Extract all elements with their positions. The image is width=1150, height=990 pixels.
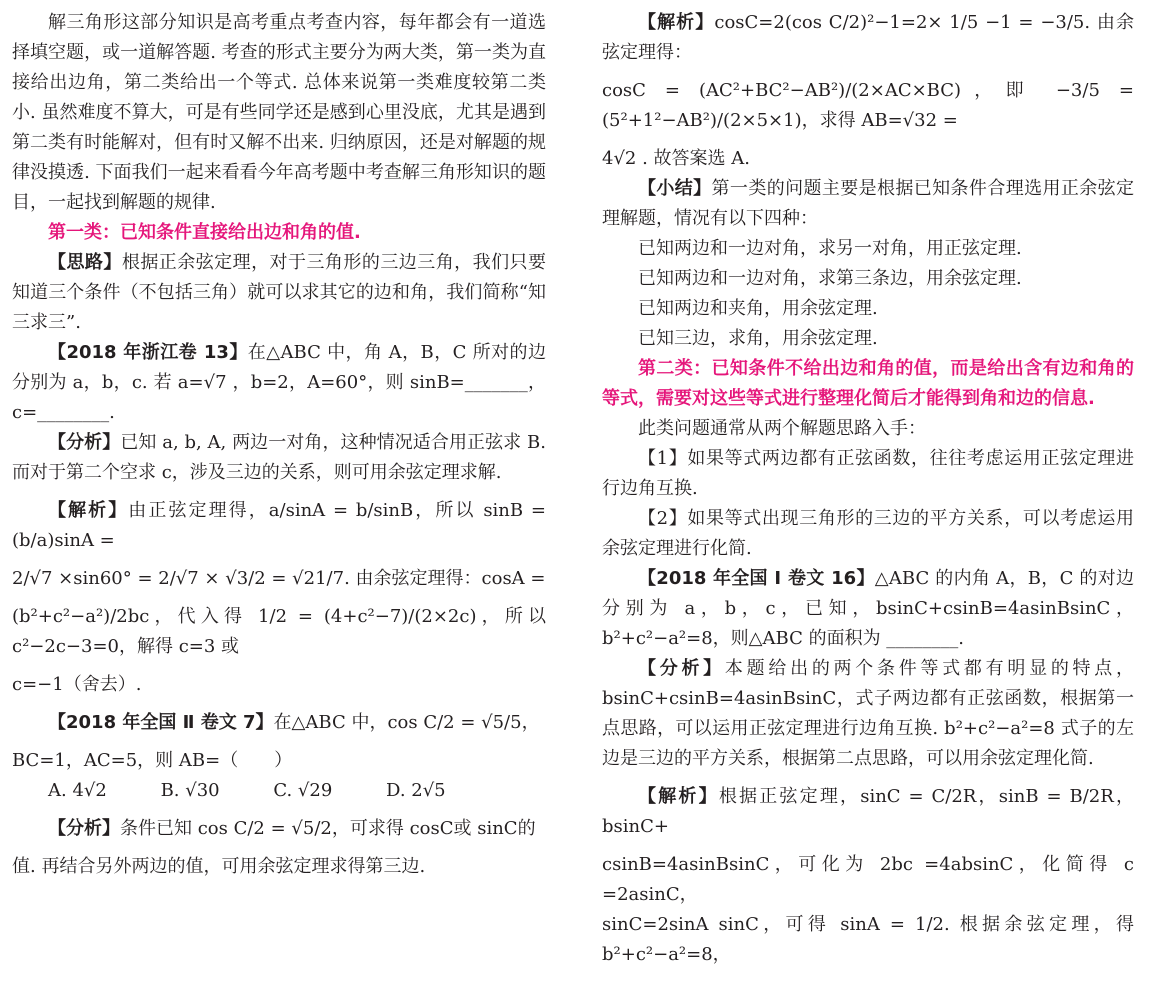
- example3-text: △ABC 的内角 A，B，C 的对边分别为 a，b，c，已知，bsinC+csinB=4asinBsinC，b²+c²−a²=8，则△ABC 的面积为 ________.: [602, 568, 1134, 649]
- example2-line2: BC=1，AC=5，则 AB=（ ）: [12, 750, 293, 771]
- choice-d: D. 2√5: [386, 780, 446, 801]
- solution3-block: [602, 782, 1134, 970]
- silu-paragraph: [12, 248, 546, 338]
- case-item: 已知两边和一边对角，求第三条边，用余弦定理.: [638, 268, 1022, 289]
- section2-heading: 第二类：已知条件不给出边和角的值，而是给出含有边和角的等式，需要对这些等式进行整理化简后才能得到角和边的信息.: [602, 358, 1134, 409]
- summary-text: 第一类的问题主要是根据已知条件合理选用正余弦定理解题，情况有以下四种：: [602, 178, 1135, 229]
- approach2-label: 【2】: [638, 508, 688, 529]
- case-item: 已知两边和夹角，用余弦定理.: [638, 298, 878, 319]
- section1-heading: 第一类：已知条件直接给出边和角的值.: [48, 222, 361, 243]
- choice-b: B. √30: [160, 780, 220, 801]
- choice-a: A. 4√2: [48, 780, 107, 801]
- analysis3-text: 本题给出的两个条件等式都有明显的特点，bsinC+csinB=4asinBsinC，式子两边都有正弦函数，根据第一点思路，可以运用正弦定理进行边角互换. b²+c²−a²=8 式子的左边是三边的平方关系，根据第二点思路，可以用余弦定理化简.: [602, 658, 1135, 769]
- example2-line1: [12, 708, 546, 738]
- analysis2-block: [12, 814, 546, 882]
- solution3-line3: sinC=2sinA sinC，可得 sinA = 1/2. 根据余弦定理，得b²+c²−a²=8，: [602, 914, 1134, 965]
- analysis1-label: 【分析】: [48, 432, 121, 453]
- analysis3-paragraph: [602, 654, 1134, 774]
- solution1-line2: 2/√7 ×sin60° = 2/√7 × √3/2 = √21/7. 由余弦定理得：cosA =: [12, 568, 546, 589]
- summary-label: 【小结】: [638, 178, 712, 199]
- right-column: [602, 8, 1134, 970]
- solution1-line3: (b²+c²−a²)/2bc，代入得 1/2 = (4+c²−7)/(2×2c)，所以 c²−2c−3=0，解得 c=3 或: [12, 606, 546, 657]
- solution2-block: [602, 8, 1134, 174]
- intro-paragraph: 解三角形这部分知识是高考重点考查内容，每年都会有一道选择填空题，或一道解答题. 考查的形式主要分为两大类，第一类为直接给出边角，第二类给出一个等式. 总体来说第一类难度较第二类小. 虽然难度不算大，可是有些同学还是感到心里没底，尤其是遇到第二类有时能解对，但有时又解不出来. 归纳原因，还是对解题的规律没摸透. 下面我们一起来看看今年高考题中考查解三角形知识的题目，一起找到解题的规律.: [12, 12, 546, 213]
- example1-text: 在△ABC 中，角 A，B，C 所对的边分别为 a，b，c. 若 a=√7 ，b=2，A=60°，则 sinB=_______，c=________.: [12, 342, 546, 423]
- solution3-label: 【解析】: [638, 786, 719, 807]
- example2-label: 【2018 年全国 Ⅱ 卷文 7】: [48, 712, 274, 733]
- solution3-line1-text: 根据正弦定理，sinC = C/2R，sinB = B/2R，bsinC+: [602, 786, 1134, 837]
- choice-c: C. √29: [273, 780, 333, 801]
- solution1-block: [12, 496, 546, 700]
- left-column: [12, 8, 546, 882]
- example1-label: 【2018 年浙江卷 13】: [48, 342, 248, 363]
- solution3-line2: csinB=4asinBsinC，可化为 2bc =4absinC，化简得 c =2asinC，: [602, 854, 1134, 905]
- approach1-text: 如果等式两边都有正弦函数，往往考虑运用正弦定理进行边角互换.: [602, 448, 1135, 499]
- analysis2-line1-text: 条件已知 cos C/2 = √5/2，可求得 cosC或 sinC的: [120, 818, 536, 839]
- example3-label: 【2018 年全国 Ⅰ 卷文 16】: [638, 568, 875, 589]
- example2-line1-text: 在△ABC 中，cos C/2 = √5/5，: [273, 712, 540, 733]
- approach1-label: 【1】: [638, 448, 688, 469]
- approach-intro: 此类问题通常从两个解题思路入手：: [638, 418, 926, 439]
- analysis1-text: 已知 a, b, A, 两边一对角，这种情况适合用正弦求 B. 而对于第二个空求 c，涉及三边的关系，则可用余弦定理求解.: [12, 432, 547, 483]
- solution2-line2: cosC = (AC²+BC²−AB²)/(2×AC×BC)，即 −3/5 = (5²+1²−AB²)/(2×5×1)，求得 AB=√32 =: [602, 80, 1134, 131]
- approach2-text: 如果等式出现三角形的三边的平方关系，可以考虑运用余弦定理进行化简.: [602, 508, 1135, 559]
- case-item: 已知两边和一边对角，求另一对角，用正弦定理.: [638, 238, 1022, 259]
- analysis2-line1: [12, 814, 546, 844]
- solution2-line1-text: cosC=2(cos C/2)²−1=2× 1/5 −1 = −3/5. 由余弦定理得：: [602, 12, 1134, 63]
- solution1-line1: [12, 496, 546, 556]
- silu-text: 根据正余弦定理，对于三角形的三边三角，我们只要知道三个条件（不包括三角）就可以求其它的边和角，我们简称“知三求三”.: [12, 252, 547, 333]
- solution3-line1: [602, 782, 1134, 842]
- silu-label: 【思路】: [48, 252, 122, 273]
- approach1-paragraph: [602, 444, 1134, 504]
- solution2-line1: [602, 8, 1134, 68]
- case-item: 已知三边，求角，用余弦定理.: [638, 328, 878, 349]
- example1-paragraph: [12, 338, 546, 428]
- solution1-line4: c=−1（舍去）.: [12, 674, 142, 695]
- solution1-label: 【解析】: [48, 500, 129, 521]
- solution2-label: 【解析】: [638, 12, 715, 33]
- example2-block: [12, 708, 546, 806]
- example3-paragraph: [602, 564, 1134, 654]
- analysis2-line2: 值. 再结合另外两边的值，可用余弦定理求得第三边.: [12, 856, 426, 877]
- analysis1-paragraph: [12, 428, 546, 488]
- analysis2-label: 【分析】: [48, 818, 120, 839]
- analysis3-label: 【分析】: [638, 658, 725, 679]
- summary-paragraph: [602, 174, 1134, 234]
- approach2-paragraph: [602, 504, 1134, 564]
- case-list: [602, 234, 1134, 354]
- solution2-line3: 4√2 . 故答案选 A.: [602, 148, 750, 169]
- example2-choices: [12, 776, 546, 806]
- solution1-line1-text: 由正弦定理得，a/sinA = b/sinB，所以 sinB = (b/a)sinA =: [12, 500, 547, 551]
